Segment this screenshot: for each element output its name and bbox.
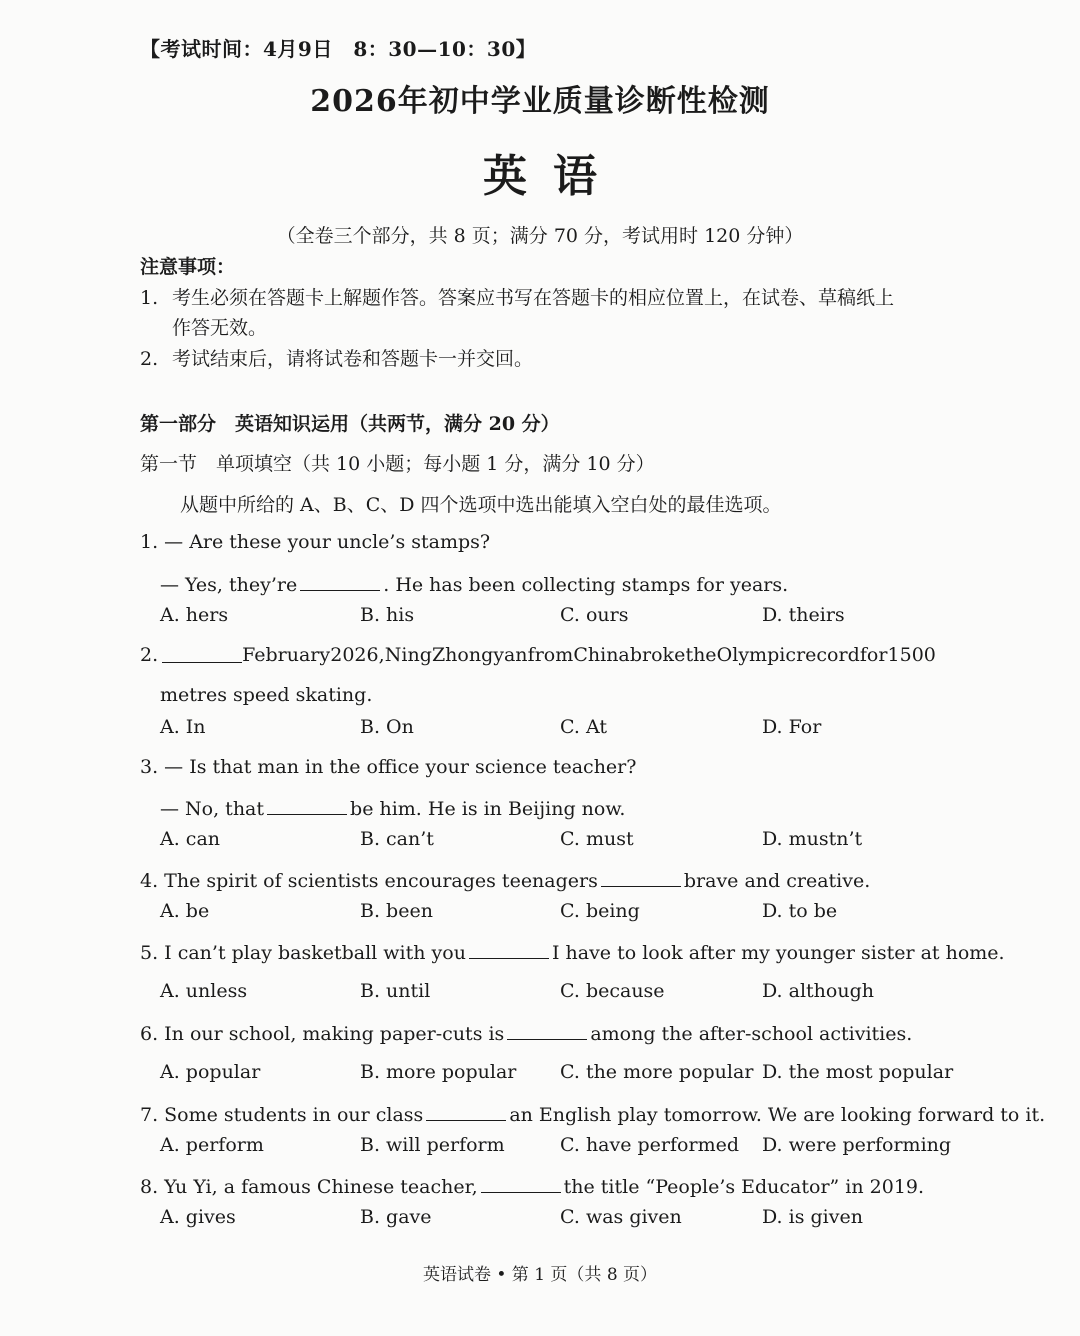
option-c: C. the more popular [560,1061,754,1083]
answer-blank [162,644,242,663]
question-text: brave and creative. [683,870,871,892]
question-text: 8. Yu Yi, a famous Chinese teacher, [140,1176,478,1198]
exam-time: 【考试时间：4月9日 8：30—10：30】 [140,37,537,61]
question-word: record [796,644,860,666]
option-a: A. popular [160,1061,261,1083]
option-b: B. more popular [360,1061,517,1083]
option-a: A. unless [160,980,248,1002]
option-d: D. mustn’t [762,828,863,850]
option-d: D. although [762,980,874,1002]
note-item-2 [140,344,533,371]
option-b: B. will perform [360,1134,505,1156]
option-b: B. his [360,604,415,626]
question-word: Zhongyan [431,644,528,666]
section-instruction: 从题中所给的 A、B、C、D 四个选项中选出能填入空白处的最佳选项。 [180,494,782,516]
question-text: — No, that [160,798,265,820]
question-text: 6. In our school, making paper-cuts is [140,1023,505,1045]
option-b: B. gave [360,1206,432,1228]
question-4-stem [140,868,870,892]
question-6-stem [140,1021,912,1045]
question-2-number: 2. [140,644,159,666]
question-word: from [527,644,574,666]
option-a: A. be [160,900,210,922]
part-title: 第一部分 英语知识运用（共两节，满分 20 分） [140,413,560,435]
question-1-stem: 1. — Are these your uncle’s stamps? [140,531,491,553]
page-title: 2026年初中学业质量诊断性检测 [310,84,770,119]
question-text: be him. He is in Beijing now. [350,798,626,820]
note-item-1 [140,283,894,310]
option-d: D. the most popular [762,1061,954,1083]
question-text: the title “People’s Educator” in 2019. [563,1176,925,1198]
question-3-stem: 3. — Is that man in the office your science teacher? [140,756,637,778]
answer-blank [469,940,549,959]
answer-blank [507,1021,587,1040]
option-d: D. theirs [762,604,845,626]
option-d: D. is given [762,1206,863,1228]
option-b: B. can’t [360,828,434,850]
question-1-reply [160,572,788,596]
note-number: 2. [140,348,159,370]
question-word: February [242,644,331,666]
section-title: 第一节 单项填空（共 10 小题；每小题 1 分，满分 10 分） [140,453,655,475]
answer-blank [426,1102,506,1121]
option-c: C. because [560,980,665,1002]
answer-blank [267,796,347,815]
question-word: Olympic [716,644,796,666]
notes-heading: 注意事项： [140,256,236,278]
option-a: A. In [160,716,206,738]
option-c: C. being [560,900,640,922]
option-b: B. On [360,716,414,738]
option-c: C. ours [560,604,629,626]
question-3-reply [160,796,625,820]
option-b: B. until [360,980,431,1002]
question-text: . He has been collecting stamps for years. [383,574,789,596]
question-word: 1500 [887,644,936,666]
question-word: the [685,644,717,666]
note-text: 考试结束后，请将试卷和答题卡一并交回。 [172,348,534,370]
question-word: broke [629,644,686,666]
question-text: an English play tomorrow. We are looking forward to it. [509,1104,1046,1126]
note-number: 1. [140,287,159,309]
option-b: B. been [360,900,433,922]
option-a: A. can [160,828,221,850]
question-2-stem-cont: metres speed skating. [160,684,373,706]
question-word: Ning [384,644,432,666]
question-text: I have to look after my younger sister at home. [551,942,1005,964]
option-d: D. were performing [762,1134,952,1156]
option-c: C. At [560,716,607,738]
question-word: for [859,644,888,666]
option-d: D. to be [762,900,838,922]
option-a: A. gives [160,1206,236,1228]
question-word: China [573,644,630,666]
option-c: C. have performed [560,1134,739,1156]
question-8-stem [140,1174,924,1198]
question-text: 5. I can’t play basketball with you [140,942,466,964]
question-2-stem [162,644,936,666]
answer-blank [481,1174,561,1193]
note-item-1-cont: 作答无效。 [172,317,268,339]
option-a: A. hers [160,604,229,626]
question-text: — Yes, they’re [160,574,298,596]
subject-title: 英语 [483,151,623,202]
option-d: D. For [762,716,822,738]
paper-info: （全卷三个部分，共 8 页；满分 70 分，考试用时 120 分钟） [276,225,804,247]
question-text: 4. The spirit of scientists encourages teenagers [140,870,598,892]
option-c: C. must [560,828,634,850]
question-word: 2026, [330,644,385,666]
answer-blank [300,572,380,591]
question-text: 7. Some students in our class [140,1104,424,1126]
option-a: A. perform [160,1134,264,1156]
option-c: C. was given [560,1206,682,1228]
note-text: 考生必须在答题卡上解题作答。答案应书写在答题卡的相应位置上，在试卷、草稿纸上 [172,287,895,309]
page-footer: 英语试卷 • 第 1 页（共 8 页） [422,1265,658,1285]
question-7-stem [140,1102,1045,1126]
question-5-stem [140,940,1005,964]
question-text: among the after-school activities. [590,1023,913,1045]
answer-blank [601,868,681,887]
